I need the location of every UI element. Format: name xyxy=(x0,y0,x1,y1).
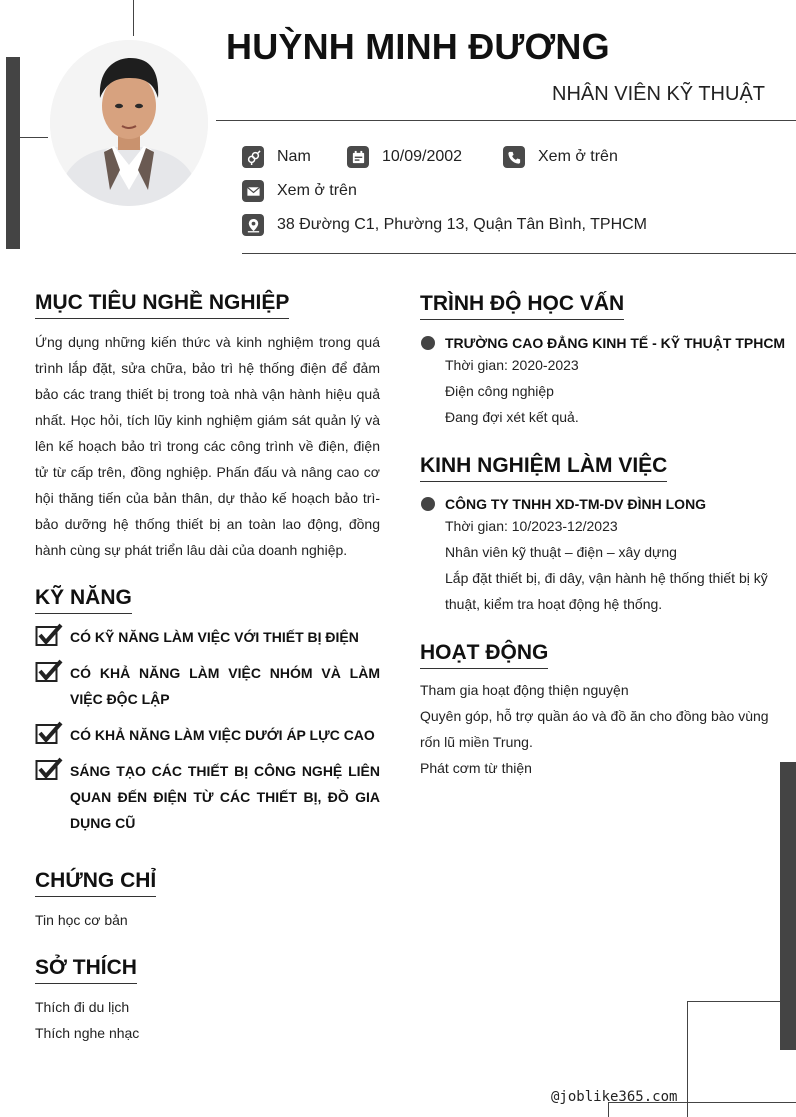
checkbox-checked-icon xyxy=(35,623,63,647)
left-accent-bar xyxy=(6,57,20,249)
watermark-text: @joblike365.com xyxy=(551,1089,678,1105)
hobby-item: Thích nghe nhạc xyxy=(35,1025,140,1041)
education-title: TRÌNH ĐỘ HỌC VẤN xyxy=(420,292,624,320)
job-title: NHÂN VIÊN KỸ THUẬT xyxy=(552,83,765,105)
experience-time: Thời gian: 10/2023-12/2023 xyxy=(445,518,618,534)
checkbox-checked-icon xyxy=(35,659,63,683)
skill-text: CÓ KHẢ NĂNG LÀM VIỆC DƯỚI ÁP LỰC CAO xyxy=(70,727,375,743)
gender-value: Nam xyxy=(277,148,311,165)
school-name: TRƯỜNG CAO ĐẲNG KINH TẾ - KỸ THUẬT TPHCM xyxy=(445,335,786,351)
address-value: 38 Đường C1, Phường 13, Quận Tân Bình, TPHCM xyxy=(277,216,647,233)
skills-title: KỸ NĂNG xyxy=(35,586,132,614)
experience-title: KINH NGHIỆM LÀM VIỆC xyxy=(420,454,667,482)
gender-icon xyxy=(242,146,264,168)
email-icon xyxy=(242,180,264,202)
corner-line-v xyxy=(687,1001,688,1117)
skill-text: CÓ KHẢ NĂNG LÀM VIỆC NHÓM VÀ LÀM VIỆC ĐỘC LẬP xyxy=(70,665,380,707)
objective-title: MỤC TIÊU NGHỀ NGHIỆP xyxy=(35,291,289,319)
certificates-title: CHỨNG CHỈ xyxy=(35,869,156,897)
top-vertical-line xyxy=(133,0,134,36)
objective-text: Ứng dụng những kiến thức và kinh nghiệm trong quá trình lắp đặt, sửa chữa, bảo trì hệ thống điện để đảm bảo các trang thiết bị trong toà nhà vận hành hiệu quả nhất. Học hỏi, tích lũy kinh nghiệm giám sát quản lý và lên kế hoạch bảo trì trong các công trình về điện, điện tử từ cấp trên, đồng nghiệp. Phấn đấu và nâng cao cơ hội thăng tiến của bản thân, dự thảo kế hoạch bảo trì-bảo dưỡng hệ thống thiết bị an toàn lao động, đồng hành cùng sự phát triển lâu dài của doanh nghiệp. xyxy=(35,334,380,558)
header-divider-bottom xyxy=(242,253,796,254)
phone-info xyxy=(503,146,618,168)
activities-title: HOẠT ĐỘNG xyxy=(420,641,548,669)
skill-text: SÁNG TẠO CÁC THIẾT BỊ CÔNG NGHỆ LIÊN QUAN ĐẾN ĐIỆN TỪ CÁC THIẾT BỊ, ĐỒ GIA DỤNG CŨ xyxy=(70,763,380,831)
email-info xyxy=(242,180,357,202)
left-horizontal-line xyxy=(20,137,48,138)
activity-item: Phát cơm từ thiện xyxy=(420,760,532,776)
skill-item xyxy=(35,758,380,836)
experience-position: Nhân viên kỹ thuật – điện – xây dựng xyxy=(445,544,677,560)
right-accent-bar xyxy=(780,762,796,1050)
skill-item xyxy=(35,624,380,650)
experience-description: Lắp đặt thiết bị, đi dây, vận hành hệ thống thiết bị kỹ thuật, kiểm tra hoạt động hệ thống. xyxy=(445,570,768,612)
activity-item: Tham gia hoạt động thiện nguyện xyxy=(420,682,629,698)
person-name: HUỲNH MINH ĐƯƠNG xyxy=(226,26,610,67)
checkbox-checked-icon xyxy=(35,721,63,745)
skill-text: CÓ KỸ NĂNG LÀM VIỆC VỚI THIẾT BỊ ĐIỆN xyxy=(70,629,359,645)
activity-item: Quyên góp, hỗ trợ quần áo và đồ ăn cho đồng bào vùng rốn lũ miền Trung. xyxy=(420,708,769,750)
certificate-item: Tin học cơ bản xyxy=(35,912,128,928)
phone-icon xyxy=(503,146,525,168)
phone-value: Xem ở trên xyxy=(538,148,618,165)
skill-item xyxy=(35,722,380,748)
location-pin-icon xyxy=(242,214,264,236)
header-divider-top xyxy=(216,120,796,121)
address-info xyxy=(242,214,647,236)
birthday-value: 10/09/2002 xyxy=(382,148,463,165)
corner-line-h xyxy=(687,1001,780,1002)
skill-item xyxy=(35,660,380,712)
hobbies-title: SỞ THÍCH xyxy=(35,956,137,984)
education-status: Đang đợi xét kết quả. xyxy=(445,409,579,425)
email-value: Xem ở trên xyxy=(277,182,357,199)
bullet-dot xyxy=(421,497,435,511)
calendar-icon xyxy=(347,146,369,168)
gender-info xyxy=(242,146,311,168)
birthday-info xyxy=(347,146,462,168)
bullet-dot xyxy=(421,336,435,350)
hobby-item: Thích đi du lịch xyxy=(35,999,130,1015)
education-time: Thời gian: 2020-2023 xyxy=(445,357,579,373)
education-major: Điện công nghiệp xyxy=(445,383,554,399)
avatar xyxy=(50,40,208,206)
checkbox-checked-icon xyxy=(35,757,63,781)
company-name: CÔNG TY TNHH XD-TM-DV ĐÌNH LONG xyxy=(445,496,707,512)
